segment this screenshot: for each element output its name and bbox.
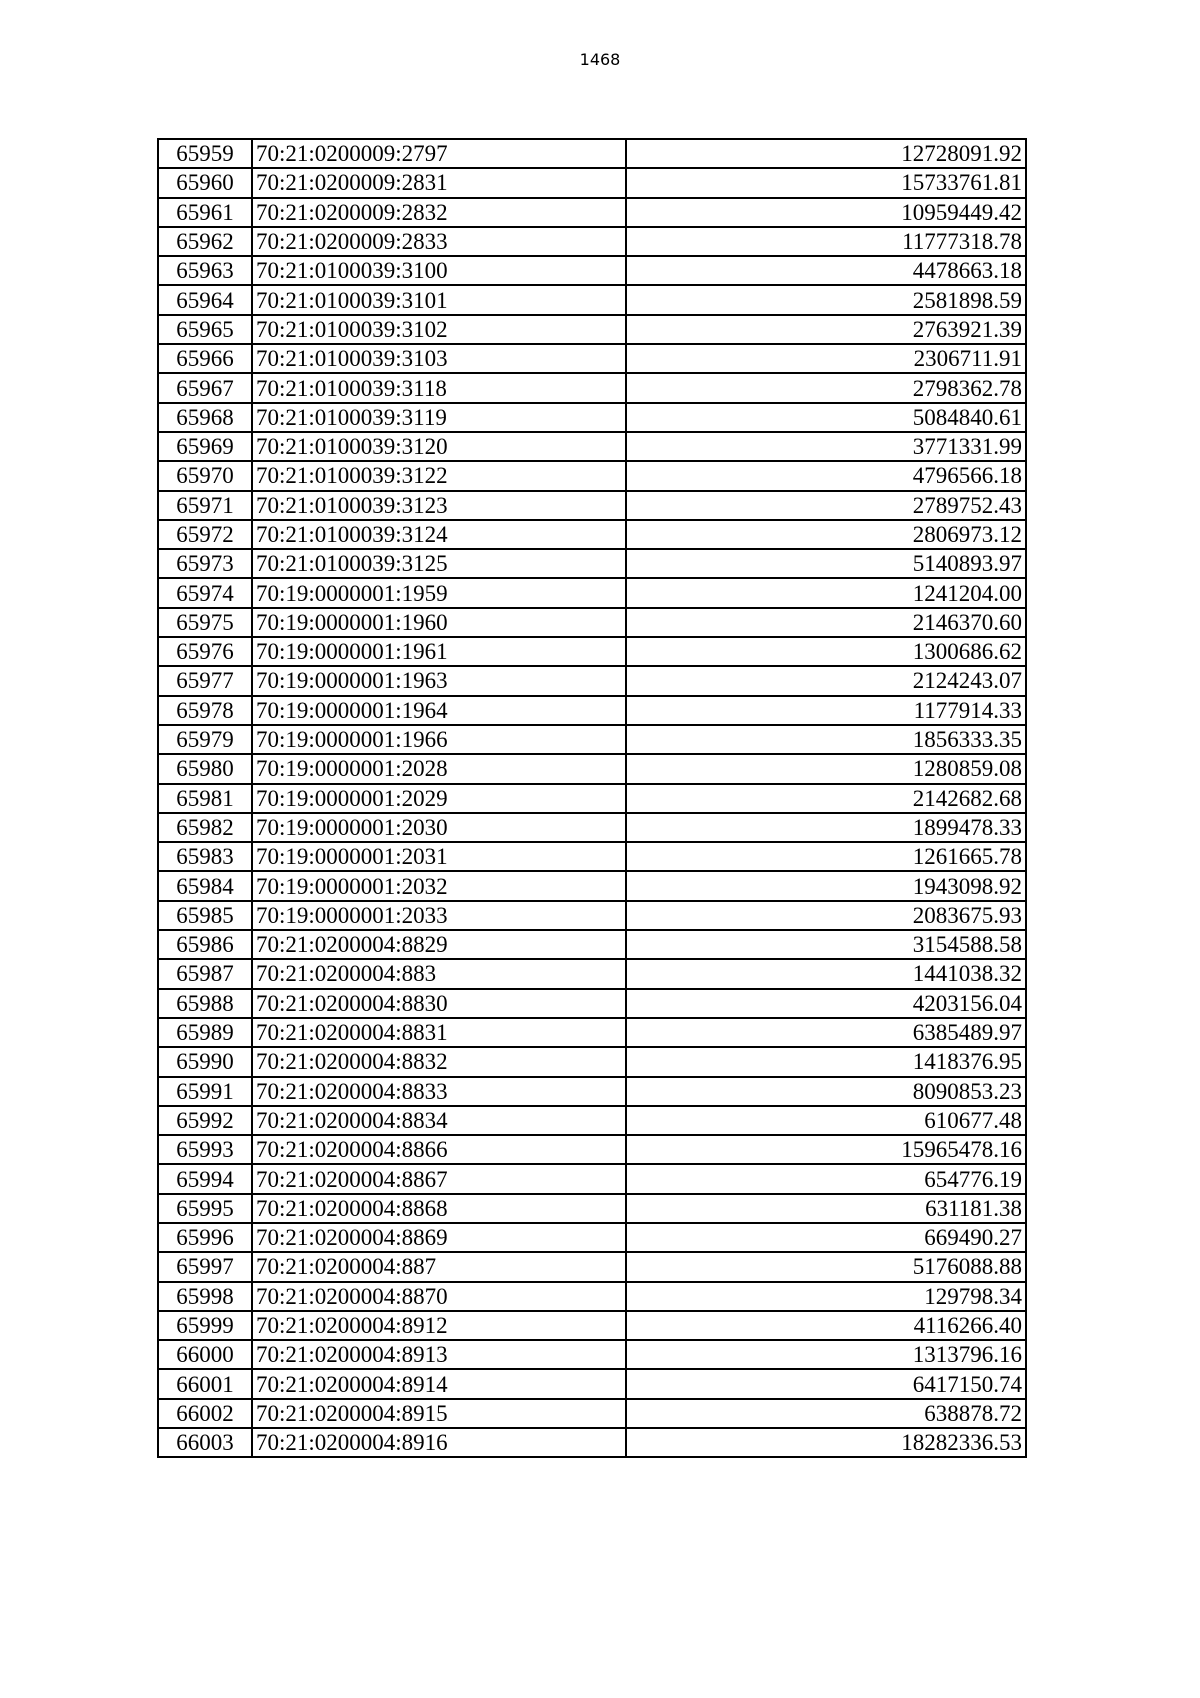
row-number: 65965 bbox=[158, 315, 252, 344]
row-number: 65991 bbox=[158, 1077, 252, 1106]
row-number: 65981 bbox=[158, 784, 252, 813]
value-cell: 11777318.78 bbox=[626, 227, 1026, 256]
cadastral-number: 70:21:0200004:8869 bbox=[252, 1223, 626, 1252]
table-row bbox=[158, 842, 1026, 871]
row-number: 65997 bbox=[158, 1252, 252, 1281]
row-number: 65964 bbox=[158, 285, 252, 314]
cadastral-number: 70:21:0100039:3101 bbox=[252, 285, 626, 314]
value-cell: 4478663.18 bbox=[626, 256, 1026, 285]
row-number: 65972 bbox=[158, 520, 252, 549]
row-number: 65970 bbox=[158, 461, 252, 490]
table-row bbox=[158, 256, 1026, 285]
cadastral-number: 70:21:0100039:3119 bbox=[252, 403, 626, 432]
row-number: 65990 bbox=[158, 1047, 252, 1076]
value-cell: 654776.19 bbox=[626, 1164, 1026, 1193]
row-number: 66002 bbox=[158, 1399, 252, 1428]
table-row bbox=[158, 637, 1026, 666]
value-cell: 18282336.53 bbox=[626, 1428, 1026, 1457]
cadastral-number: 70:19:0000001:1963 bbox=[252, 666, 626, 695]
cadastral-number: 70:19:0000001:1966 bbox=[252, 725, 626, 754]
table-row bbox=[158, 813, 1026, 842]
value-cell: 129798.34 bbox=[626, 1282, 1026, 1311]
value-cell: 2083675.93 bbox=[626, 901, 1026, 930]
value-cell: 1261665.78 bbox=[626, 842, 1026, 871]
row-number: 66000 bbox=[158, 1340, 252, 1369]
cadastral-number: 70:21:0100039:3125 bbox=[252, 549, 626, 578]
cadastral-number: 70:21:0200004:887 bbox=[252, 1252, 626, 1281]
cadastral-number: 70:21:0100039:3103 bbox=[252, 344, 626, 373]
cadastral-number: 70:21:0200004:8834 bbox=[252, 1106, 626, 1135]
table-row bbox=[158, 696, 1026, 725]
cadastral-number: 70:21:0200009:2832 bbox=[252, 198, 626, 227]
value-cell: 4116266.40 bbox=[626, 1311, 1026, 1340]
page-number: 1468 bbox=[579, 50, 621, 69]
table-row bbox=[158, 1252, 1026, 1281]
cadastral-number: 70:19:0000001:2028 bbox=[252, 754, 626, 783]
cadastral-number: 70:21:0200004:8868 bbox=[252, 1194, 626, 1223]
row-number: 65983 bbox=[158, 842, 252, 871]
value-cell: 4796566.18 bbox=[626, 461, 1026, 490]
cadastral-number: 70:21:0200009:2833 bbox=[252, 227, 626, 256]
table-row bbox=[158, 1194, 1026, 1223]
row-number: 65968 bbox=[158, 403, 252, 432]
table-row bbox=[158, 1369, 1026, 1398]
table-row bbox=[158, 168, 1026, 197]
row-number: 65974 bbox=[158, 578, 252, 607]
table-row bbox=[158, 198, 1026, 227]
row-number: 65978 bbox=[158, 696, 252, 725]
table-row bbox=[158, 491, 1026, 520]
table-row bbox=[158, 1106, 1026, 1135]
value-cell: 610677.48 bbox=[626, 1106, 1026, 1135]
table-row bbox=[158, 1077, 1026, 1106]
value-cell: 3771331.99 bbox=[626, 432, 1026, 461]
table-row bbox=[158, 1047, 1026, 1076]
value-cell: 4203156.04 bbox=[626, 989, 1026, 1018]
value-cell: 15965478.16 bbox=[626, 1135, 1026, 1164]
cadastral-number: 70:21:0200004:8830 bbox=[252, 989, 626, 1018]
cadastral-number: 70:19:0000001:2033 bbox=[252, 901, 626, 930]
cadastral-number: 70:19:0000001:1961 bbox=[252, 637, 626, 666]
value-cell: 2581898.59 bbox=[626, 285, 1026, 314]
table-row bbox=[158, 520, 1026, 549]
row-number: 65959 bbox=[158, 139, 252, 168]
row-number: 65980 bbox=[158, 754, 252, 783]
cadastral-number: 70:21:0100039:3102 bbox=[252, 315, 626, 344]
cadastral-number: 70:19:0000001:2029 bbox=[252, 784, 626, 813]
table-row bbox=[158, 403, 1026, 432]
row-number: 65966 bbox=[158, 344, 252, 373]
row-number: 65998 bbox=[158, 1282, 252, 1311]
row-number: 65996 bbox=[158, 1223, 252, 1252]
row-number: 65976 bbox=[158, 637, 252, 666]
row-number: 66003 bbox=[158, 1428, 252, 1457]
value-cell: 1300686.62 bbox=[626, 637, 1026, 666]
value-cell: 15733761.81 bbox=[626, 168, 1026, 197]
table-row bbox=[158, 285, 1026, 314]
table-row bbox=[158, 959, 1026, 988]
cadastral-number: 70:21:0200004:8913 bbox=[252, 1340, 626, 1369]
row-number: 65975 bbox=[158, 608, 252, 637]
table-row bbox=[158, 1018, 1026, 1047]
cadastral-number: 70:21:0100039:3124 bbox=[252, 520, 626, 549]
table-row bbox=[158, 930, 1026, 959]
row-number: 65961 bbox=[158, 198, 252, 227]
table-row bbox=[158, 754, 1026, 783]
cadastral-number: 70:21:0100039:3118 bbox=[252, 373, 626, 402]
value-cell: 2798362.78 bbox=[626, 373, 1026, 402]
cadastral-number: 70:21:0100039:3100 bbox=[252, 256, 626, 285]
value-cell: 1241204.00 bbox=[626, 578, 1026, 607]
table-row bbox=[158, 1282, 1026, 1311]
cadastral-number: 70:21:0200004:8914 bbox=[252, 1369, 626, 1398]
row-number: 65995 bbox=[158, 1194, 252, 1223]
table-row bbox=[158, 139, 1026, 168]
cadastral-number: 70:19:0000001:1959 bbox=[252, 578, 626, 607]
cadastral-number: 70:21:0200004:8916 bbox=[252, 1428, 626, 1457]
value-cell: 2789752.43 bbox=[626, 491, 1026, 520]
value-cell: 2763921.39 bbox=[626, 315, 1026, 344]
value-cell: 10959449.42 bbox=[626, 198, 1026, 227]
value-cell: 1418376.95 bbox=[626, 1047, 1026, 1076]
value-cell: 1177914.33 bbox=[626, 696, 1026, 725]
row-number: 65994 bbox=[158, 1164, 252, 1193]
cadastral-number: 70:21:0200004:8915 bbox=[252, 1399, 626, 1428]
value-cell: 1441038.32 bbox=[626, 959, 1026, 988]
table-row bbox=[158, 1340, 1026, 1369]
cadastral-number: 70:21:0200004:8870 bbox=[252, 1282, 626, 1311]
cadastral-number: 70:21:0200004:8829 bbox=[252, 930, 626, 959]
cadastral-number: 70:21:0200004:8832 bbox=[252, 1047, 626, 1076]
row-number: 65969 bbox=[158, 432, 252, 461]
table-row bbox=[158, 461, 1026, 490]
table-row bbox=[158, 373, 1026, 402]
cadastral-number: 70:21:0200004:8866 bbox=[252, 1135, 626, 1164]
table-row bbox=[158, 784, 1026, 813]
cadastral-number: 70:21:0200004:8912 bbox=[252, 1311, 626, 1340]
table-row bbox=[158, 344, 1026, 373]
value-cell: 12728091.92 bbox=[626, 139, 1026, 168]
table-row bbox=[158, 1428, 1026, 1457]
row-number: 65979 bbox=[158, 725, 252, 754]
value-cell: 2124243.07 bbox=[626, 666, 1026, 695]
row-number: 65988 bbox=[158, 989, 252, 1018]
value-cell: 2306711.91 bbox=[626, 344, 1026, 373]
cadastral-number: 70:19:0000001:2031 bbox=[252, 842, 626, 871]
value-cell: 1313796.16 bbox=[626, 1340, 1026, 1369]
value-cell: 638878.72 bbox=[626, 1399, 1026, 1428]
value-cell: 5140893.97 bbox=[626, 549, 1026, 578]
value-cell: 2806973.12 bbox=[626, 520, 1026, 549]
row-number: 65984 bbox=[158, 871, 252, 900]
row-number: 66001 bbox=[158, 1369, 252, 1398]
value-cell: 2142682.68 bbox=[626, 784, 1026, 813]
value-cell: 6385489.97 bbox=[626, 1018, 1026, 1047]
row-number: 65977 bbox=[158, 666, 252, 695]
value-cell: 1280859.08 bbox=[626, 754, 1026, 783]
cadastral-number: 70:21:0200009:2831 bbox=[252, 168, 626, 197]
row-number: 65992 bbox=[158, 1106, 252, 1135]
table-row bbox=[158, 1223, 1026, 1252]
value-cell: 6417150.74 bbox=[626, 1369, 1026, 1398]
row-number: 65962 bbox=[158, 227, 252, 256]
table-row bbox=[158, 578, 1026, 607]
value-cell: 669490.27 bbox=[626, 1223, 1026, 1252]
row-number: 65973 bbox=[158, 549, 252, 578]
table-row bbox=[158, 1399, 1026, 1428]
value-cell: 1943098.92 bbox=[626, 871, 1026, 900]
table-row bbox=[158, 227, 1026, 256]
table-row bbox=[158, 315, 1026, 344]
cadastral-number: 70:21:0100039:3123 bbox=[252, 491, 626, 520]
row-number: 65960 bbox=[158, 168, 252, 197]
row-number: 65986 bbox=[158, 930, 252, 959]
cadastral-number: 70:21:0200004:8867 bbox=[252, 1164, 626, 1193]
value-cell: 2146370.60 bbox=[626, 608, 1026, 637]
value-cell: 5084840.61 bbox=[626, 403, 1026, 432]
cadastral-number: 70:19:0000001:2030 bbox=[252, 813, 626, 842]
row-number: 65971 bbox=[158, 491, 252, 520]
value-cell: 5176088.88 bbox=[626, 1252, 1026, 1281]
table-row bbox=[158, 608, 1026, 637]
row-number: 65987 bbox=[158, 959, 252, 988]
row-number: 65999 bbox=[158, 1311, 252, 1340]
cadastral-number: 70:19:0000001:1960 bbox=[252, 608, 626, 637]
table-row bbox=[158, 666, 1026, 695]
cadastral-number: 70:19:0000001:1964 bbox=[252, 696, 626, 725]
value-cell: 1899478.33 bbox=[626, 813, 1026, 842]
table-row bbox=[158, 1164, 1026, 1193]
row-number: 65982 bbox=[158, 813, 252, 842]
table-row bbox=[158, 1311, 1026, 1340]
cadastral-number: 70:21:0100039:3120 bbox=[252, 432, 626, 461]
cadastral-number: 70:21:0200004:8831 bbox=[252, 1018, 626, 1047]
row-number: 65985 bbox=[158, 901, 252, 930]
table-body bbox=[158, 139, 1026, 1457]
cadastral-number: 70:21:0200004:883 bbox=[252, 959, 626, 988]
table-row bbox=[158, 725, 1026, 754]
cadastral-number: 70:21:0200004:8833 bbox=[252, 1077, 626, 1106]
table-row bbox=[158, 871, 1026, 900]
table-row bbox=[158, 989, 1026, 1018]
table-row bbox=[158, 1135, 1026, 1164]
value-cell: 1856333.35 bbox=[626, 725, 1026, 754]
value-cell: 631181.38 bbox=[626, 1194, 1026, 1223]
row-number: 65963 bbox=[158, 256, 252, 285]
cadastral-number: 70:19:0000001:2032 bbox=[252, 871, 626, 900]
cadastral-number: 70:21:0200009:2797 bbox=[252, 139, 626, 168]
data-table bbox=[157, 138, 1027, 1458]
table-row bbox=[158, 432, 1026, 461]
table-row bbox=[158, 901, 1026, 930]
row-number: 65993 bbox=[158, 1135, 252, 1164]
row-number: 65967 bbox=[158, 373, 252, 402]
value-cell: 3154588.58 bbox=[626, 930, 1026, 959]
cadastral-number: 70:21:0100039:3122 bbox=[252, 461, 626, 490]
row-number: 65989 bbox=[158, 1018, 252, 1047]
table-row bbox=[158, 549, 1026, 578]
value-cell: 8090853.23 bbox=[626, 1077, 1026, 1106]
